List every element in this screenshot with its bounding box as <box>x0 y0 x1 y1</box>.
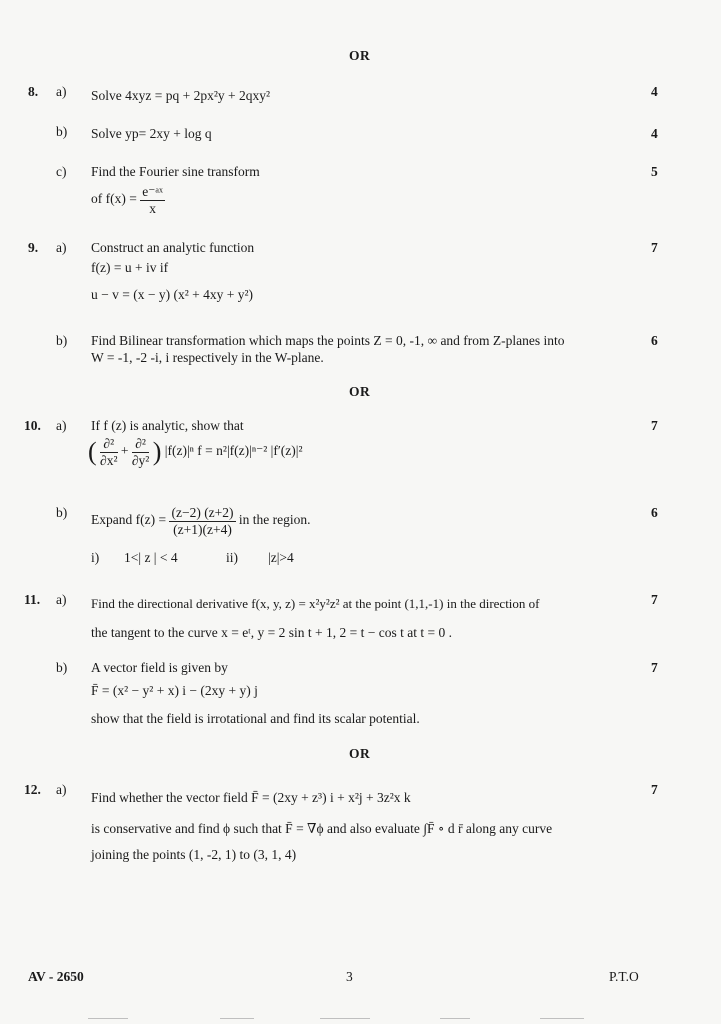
marks-value: 7 <box>651 418 658 433</box>
scan-artifact <box>440 1018 470 1019</box>
plus-sign: + <box>120 443 129 459</box>
fraction <box>169 505 235 537</box>
part-label: b) <box>56 505 68 520</box>
fraction <box>140 184 165 216</box>
or-separator-top: OR <box>349 48 371 63</box>
part-label: b) <box>56 124 68 139</box>
or-separator: OR <box>349 384 371 399</box>
formula: u − v = (x − y) (x² + 4xy + y²) <box>91 287 254 302</box>
marks-value: 5 <box>651 164 658 179</box>
fraction-denominator: ∂x² <box>100 452 118 468</box>
part-label: b) <box>56 660 68 675</box>
marks-value: 4 <box>651 126 658 141</box>
question-text: If f (z) is analytic, show that <box>91 418 244 433</box>
fraction-denominator: (z+1)(z+4) <box>173 521 232 537</box>
please-turn-over: P.T.O <box>609 969 639 984</box>
part-label: c) <box>56 164 67 179</box>
question-text: Find the directional derivative f(x, y, z) = x²y²z² at the point (1,1,-1) in the direction of <box>91 596 540 611</box>
formula: ( $\frac{\text{∂²}}{\text{∂x²}}$ + $\frac{\text{∂²}}{\text{∂y²}}$ ) |f(z)|ⁿ f = n²|f(z)|ⁿ⁻² |f′(z)|² <box>88 436 303 468</box>
part-label: a) <box>56 782 67 797</box>
question-text: is conservative and find ϕ such that F̄ = ∇ϕ and also evaluate ∫F̄ ∘ d r̄ along any curve <box>91 821 553 836</box>
formula <box>91 505 311 537</box>
fraction-denominator: x <box>149 200 156 216</box>
question-text: show that the field is irrotational and find its scalar potential. <box>91 711 420 726</box>
formula-rhs: |f(z)|ⁿ f = n²|f(z)|ⁿ⁻² |f′(z)|² <box>164 443 303 459</box>
marks-value: 7 <box>651 782 658 797</box>
marks-value: 4 <box>651 84 658 99</box>
paper-code: AV - 2650 <box>28 969 84 984</box>
question-number: 10. <box>24 418 41 433</box>
fraction-numerator: ∂² <box>132 436 149 453</box>
question-text: Find Bilinear transformation which maps the points Z = 0, -1, ∞ and from Z-planes into <box>91 333 565 348</box>
or-separator: OR <box>349 746 371 761</box>
fraction <box>132 436 149 468</box>
formula-prefix: of f(x) = <box>91 191 137 207</box>
formula <box>91 184 165 216</box>
option-label: i) <box>91 550 100 565</box>
marks-value: 7 <box>651 240 658 255</box>
scan-artifact <box>320 1018 370 1019</box>
question-text: Find the Fourier sine transform <box>91 164 260 179</box>
fraction-numerator: e⁻ᵃˣ <box>142 184 163 199</box>
marks-value: 7 <box>651 592 658 607</box>
formula-suffix: in the region. <box>238 512 311 528</box>
question-number: 11. <box>24 592 41 607</box>
page-number: 3 <box>346 969 353 984</box>
question-text: Construct an analytic function <box>91 240 255 255</box>
fraction <box>100 436 117 468</box>
option-text: 1<| z | < 4 <box>124 550 178 565</box>
question-text: Solve yp= 2xy + log q <box>91 126 212 141</box>
question-number: 9. <box>28 240 39 255</box>
fraction-numerator: (z−2) (z+2) <box>171 505 234 520</box>
formula: f(z) = u + iv if <box>91 260 169 275</box>
marks-value: 6 <box>651 505 658 520</box>
question-text: W = -1, -2 -i, i respectively in the W-plane. <box>91 350 324 365</box>
part-label: a) <box>56 418 67 433</box>
formula: F̄ = (x² − y² + x) i − (2xy + y) j <box>91 683 258 698</box>
option-label: ii) <box>226 550 238 565</box>
part-label: a) <box>56 84 67 99</box>
marks-value: 6 <box>651 333 658 348</box>
part-label: b) <box>56 333 68 348</box>
question-number: 8. <box>28 84 39 99</box>
question-text: the tangent to the curve x = eᵗ, y = 2 sin t + 1, 2 = t − cos t at t = 0 . <box>91 625 452 640</box>
formula-prefix: Expand f(z) = <box>91 512 167 528</box>
question-text: Solve 4xyz = pq + 2px²y + 2qxy² <box>91 88 271 103</box>
formula: Find whether the vector field F̄ = (2xy + z³) i + x²j + 3z²x k <box>91 790 411 805</box>
marks-value: 7 <box>651 660 658 675</box>
question-text: joining the points (1, -2, 1) to (3, 1, 4) <box>91 847 297 862</box>
fraction-numerator: ∂² <box>100 436 117 453</box>
scan-artifact <box>540 1018 584 1019</box>
question-text: A vector field is given by <box>91 660 228 675</box>
part-label: a) <box>56 240 67 255</box>
scan-artifact <box>88 1018 128 1019</box>
scan-artifact <box>220 1018 254 1019</box>
fraction-denominator: ∂y² <box>131 452 150 468</box>
question-number: 12. <box>24 782 41 797</box>
part-label: a) <box>56 592 67 607</box>
option-text: |z|>4 <box>268 550 294 565</box>
